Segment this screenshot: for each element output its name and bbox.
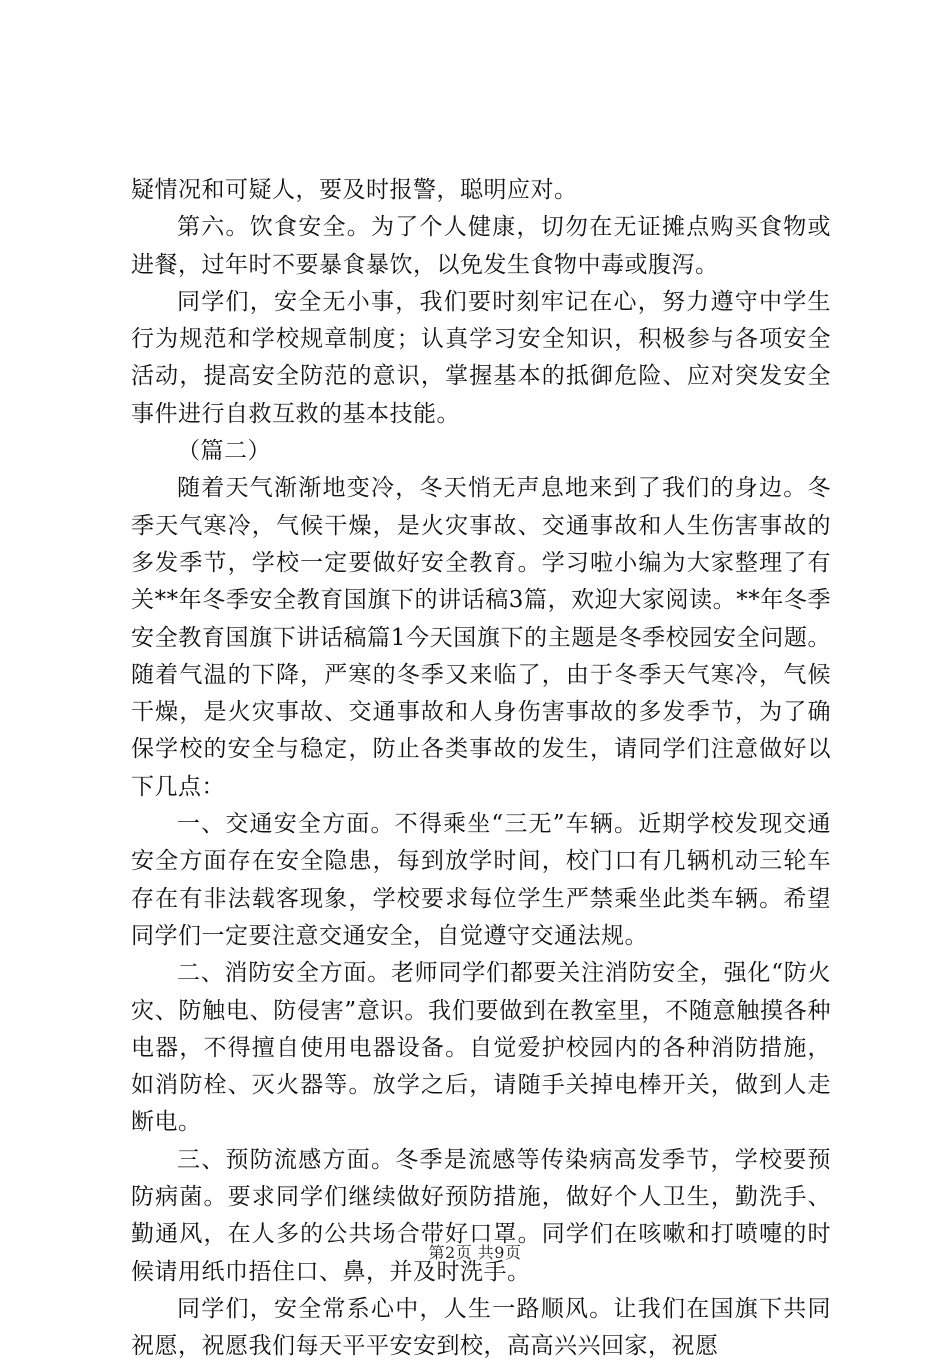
paragraph-fire-safety: 二、消防安全方面。老师同学们都要关注消防安全，强化“防火灾、防触电、防侵害”意识。我们要做到在教室里，不随意触摸各种电器，不得擅自使用电器设备。自觉爱护校园内的各种消防措施，如消防栓、灭火器等。放学之后，请随手关掉电棒开关，做到人走断电。 [131,960,831,1136]
paragraph-flu-prevention: 三、预防流感方面。冬季是流感等传染病高发季节，学校要预防病菌。要求同学们继续做好预防措施，做好个人卫生，勤洗手、勤通风，在人多的公共场合带好口罩。同学们在咳嗽和打喷嚏的时候请用纸巾捂住口、鼻，并及时洗手。 [131,1146,831,1285]
section-heading-part-two: （篇二） [177,438,271,465]
paragraph-safety-summary: 同学们，安全无小事，我们要时刻牢记在心，努力遵守中学生行为规范和学校规章制度；认真学习安全知识，积极参与各项安全活动，提高安全防范的意识，掌握基本的抵御危险、应对突发安全事件进行自救互救的基本技能。 [131,288,831,427]
paragraph-food-safety: 第六。饮食安全。为了个人健康，切勿在无证摊点购买食物或进餐，过年时不要暴食暴饮，以免发生食物中毒或腹泻。 [131,214,831,278]
paragraph-closing: 同学们，安全常系心中，人生一路顺风。让我们在国旗下共同祝愿，祝愿我们每天平平安安到校，高高兴兴回家，祝愿 [131,1295,831,1360]
paragraph-traffic-safety: 一、交通安全方面。不得乘坐“三无”车辆。近期学校发现交通安全方面存在安全隐患，每到放学时间，校门口有几辆机动三轮车存在有非法载客现象，学校要求每位学生严禁乘坐此类车辆。希望同学们一定要注意交通安全，自觉遵守交通法规。 [131,811,831,949]
paragraph-continuation: 疑情况和可疑人，要及时报警，聪明应对。 [131,177,578,203]
page-footer: 第2页 共9页 [428,1243,522,1262]
document-body [131,172,831,1366]
paragraph-winter-intro: 随着天气渐渐地变冷，冬天悄无声息地来到了我们的身边。冬季天气寒冷，气候干燥，是火灾事故、交通事故和人生伤害事故的多发季节，学校一定要做好安全教育。学习啦小编为大家整理了有关**年冬季安全教育国旗下的讲话稿3篇，欢迎大家阅读。**年冬季安全教育国旗下讲话稿篇1今天国旗下的主题是冬季校园安全问题。随着气温的下降，严寒的冬季又来临了，由于冬季天气寒冷，气候干燥，是火灾事故、交通事故和人身伤害事故的多发季节，为了确保学校的安全与稳定，防止各类事故的发生，请同学们注意做好以下几点： [131,475,831,800]
